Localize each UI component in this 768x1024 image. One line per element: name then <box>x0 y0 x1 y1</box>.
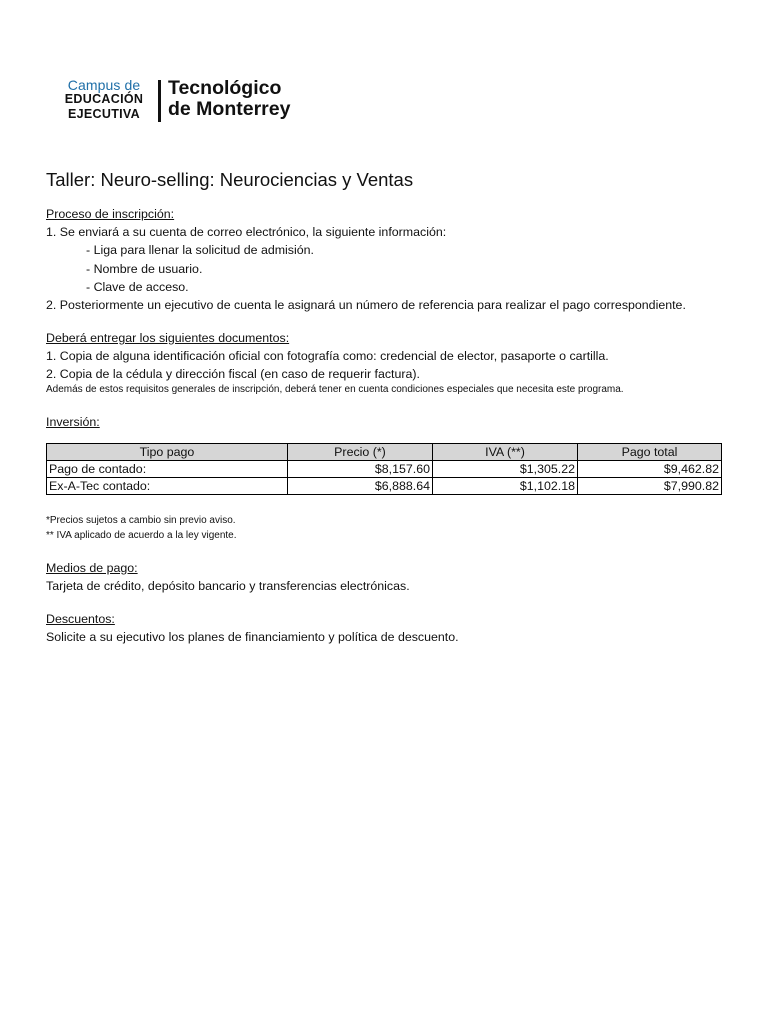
footnote-precios: *Precios sujetos a cambio sin previo aviso. <box>46 515 236 526</box>
page-title: Taller: Neuro-selling: Neurociencias y Ventas <box>46 169 414 190</box>
inscripcion-heading: Proceso de inscripción: <box>46 207 175 221</box>
cell-pago-total: $9,462.82 <box>578 461 722 478</box>
documentos-item-2: 2. Copia de la cédula y dirección fiscal (en caso de requerir factura). <box>46 367 420 381</box>
cell-tipo-pago: Pago de contado: <box>47 461 288 478</box>
column-header-precio: Precio (*) <box>288 444 433 461</box>
logo-tecnologico-text: Tecnológico <box>168 77 282 99</box>
cell-pago-total: $7,990.82 <box>578 478 722 495</box>
descuentos-heading: Descuentos: <box>46 612 115 626</box>
logo-ejecutiva-text: EJECUTIVA <box>68 106 140 121</box>
table-row <box>47 461 722 478</box>
documentos-note: Además de estos requisitos generales de inscripción, deberá tener en cuenta condiciones especiales que necesita este programa. <box>46 384 624 395</box>
logo-divider <box>158 80 161 122</box>
cell-iva: $1,102.18 <box>433 478 578 495</box>
medios-text: Tarjeta de crédito, depósito bancario y transferencias electrónicas. <box>46 579 410 593</box>
logo-tec-block <box>168 78 290 120</box>
medios-heading: Medios de pago: <box>46 561 138 575</box>
inscripcion-bullet-link: - Liga para llenar la solicitud de admisión. <box>86 243 314 257</box>
footnote-iva: ** IVA aplicado de acuerdo a la ley vigente. <box>46 530 237 541</box>
institution-logo <box>58 78 358 124</box>
inversion-heading: Inversión: <box>46 415 100 429</box>
descuentos-text: Solicite a su ejecutivo los planes de financiamiento y política de descuento. <box>46 630 459 644</box>
column-header-tipo-pago: Tipo pago <box>47 444 288 461</box>
inscripcion-step-1: 1. Se enviará a su cuenta de correo electrónico, la siguiente información: <box>46 225 447 239</box>
column-header-pago-total: Pago total <box>578 444 722 461</box>
cell-iva: $1,305.22 <box>433 461 578 478</box>
table-row <box>47 478 722 495</box>
inscripcion-bullet-key: - Clave de acceso. <box>86 280 189 294</box>
documentos-item-1: 1. Copia de alguna identificación oficial con fotografía como: credencial de elector, pasaporte o cartilla. <box>46 349 609 363</box>
logo-campus-block <box>58 78 150 121</box>
cell-precio: $8,157.60 <box>288 461 433 478</box>
logo-educacion-text: EDUCACIÓN <box>64 92 144 106</box>
logo-monterrey-text: de Monterrey <box>168 98 291 120</box>
documentos-heading: Deberá entregar los siguientes documentos: <box>46 331 290 345</box>
inscripcion-step-2: 2. Posteriormente un ejecutivo de cuenta le asignará un número de referencia para realizar el pago correspondiente. <box>46 298 686 312</box>
inversion-table <box>46 443 722 495</box>
table-header-row <box>47 444 722 461</box>
cell-precio: $6,888.64 <box>288 478 433 495</box>
column-header-iva: IVA (**) <box>433 444 578 461</box>
cell-tipo-pago: Ex-A-Tec contado: <box>47 478 288 495</box>
logo-campus-text: Campus de <box>67 77 141 93</box>
inscripcion-bullet-user: - Nombre de usuario. <box>86 262 203 276</box>
